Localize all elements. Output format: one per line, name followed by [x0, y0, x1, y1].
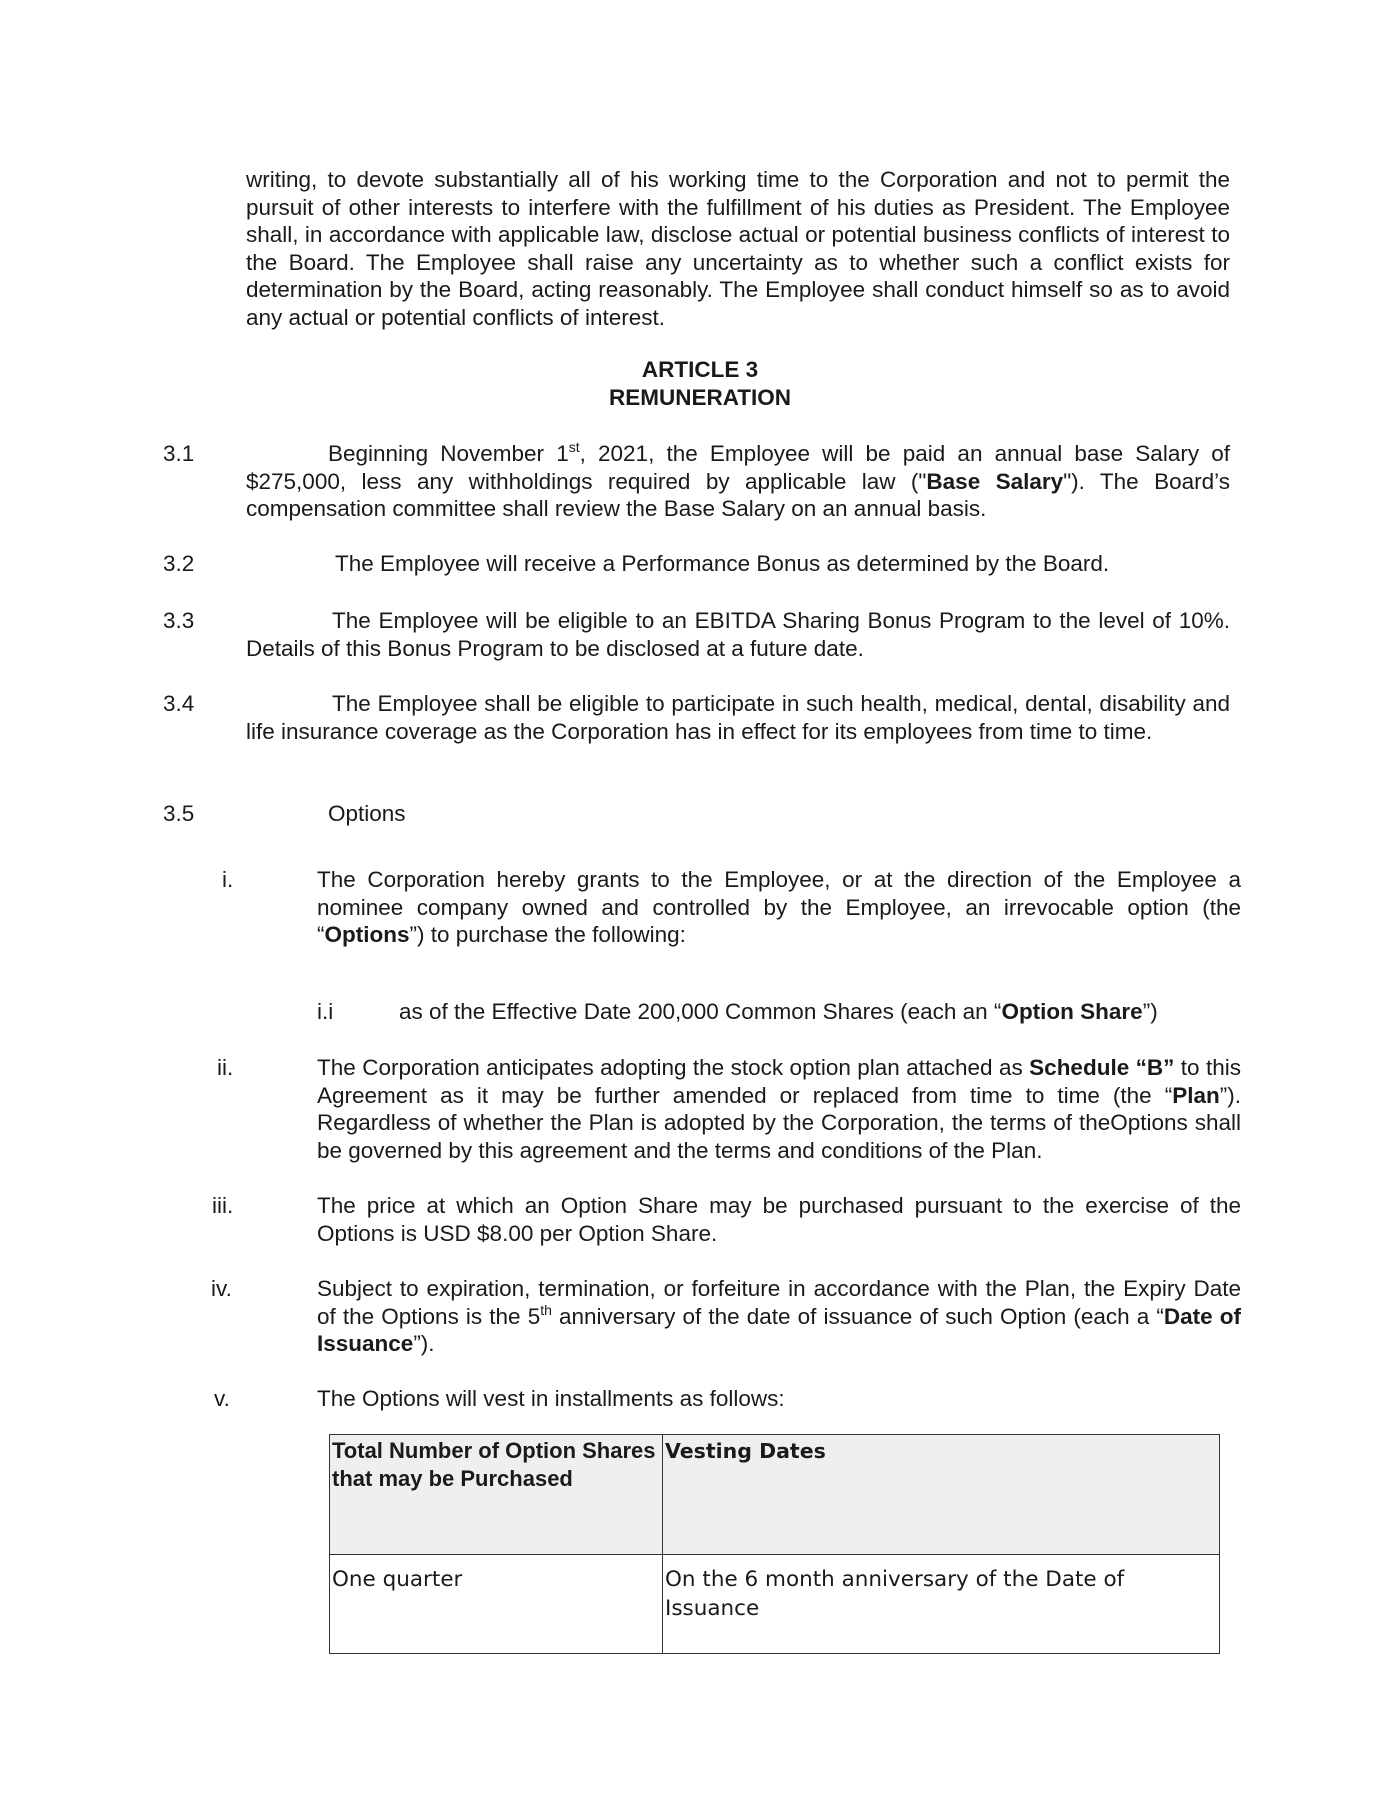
subitem-i-i-text: as of the Effective Date 200,000 Common Shares (each an “Option Share”) — [399, 999, 1158, 1024]
section-3-2-text: The Employee will receive a Performance Bonus as determined by the Board. — [335, 551, 1110, 576]
vesting-table — [329, 1434, 1220, 1654]
schedule-b-reference: Schedule “B” — [1029, 1055, 1175, 1080]
section-3-1-text: Beginning November 1st, 2021, the Employee will be paid an annual base Salary of $275,000, less any withholdings required by applicable law ("Base Salary"). The Board’s compensation committee shall review the Base Salary on an annual basis. — [246, 439, 1231, 521]
item-v-text: The Options will vest in installments as follows: — [317, 1386, 785, 1411]
article-title: REMUNERATION — [608, 385, 792, 410]
item-marker-v: v. — [214, 1386, 230, 1411]
item-iii-text: The price at which an Option Share may be purchased pursuant to the exercise of the Options is USD $8.00 per Option Share. — [317, 1193, 1241, 1246]
defined-term-options: Options — [324, 922, 410, 947]
section-3-5-heading: Options — [328, 801, 406, 826]
table-header-row — [330, 1435, 1220, 1555]
item-ii-text: The Corporation anticipates adopting the stock option plan attached as Schedule “B” to this Agreement as it may be further amended or replaced from time to time (the “Plan”). Regardless of whether the Plan is adopted by the Corporation, the terms of theOptions shall be governed by this agreement and the terms and conditions of the Plan. — [317, 1055, 1241, 1163]
table-cell: One quarter — [330, 1555, 663, 1654]
item-marker-ii: ii. — [217, 1055, 234, 1080]
item-i-text: The Corporation hereby grants to the Employee, or at the direction of the Employee a nominee company owned and controlled by the Employee, an irrevocable option (the “Options”) to purchase the following: — [317, 867, 1241, 947]
table-cell: On the 6 month anniversary of the Date of Issuance — [663, 1555, 1220, 1654]
item-iv-text: Subject to expiration, termination, or forfeiture in accordance with the Plan, the Expiry Date of the Options is the 5th anniversary of the date of issuance of such Option (each a “Date of Issuance”). — [317, 1276, 1241, 1356]
table-row — [330, 1555, 1220, 1654]
defined-term-plan: Plan — [1172, 1082, 1220, 1108]
section-number-3-5: 3.5 — [163, 801, 195, 826]
section-number-3-4: 3.4 — [163, 691, 195, 716]
section-number-3-2: 3.2 — [163, 551, 195, 576]
table-header-cell: Vesting Dates — [663, 1435, 1220, 1555]
section-3-4-text: The Employee shall be eligible to participate in such health, medical, dental, disability and life insurance coverage as the Corporation has in effect for its employees from time to time. — [246, 691, 1230, 744]
table-header-cell: Total Number of Option Shares that may be Purchased — [330, 1435, 663, 1555]
article-number: ARTICLE 3 — [641, 357, 759, 382]
item-marker-i: i. — [222, 867, 234, 892]
intro-paragraph: writing, to devote substantially all of his working time to the Corporation and not to permit the pursuit of other interests to interfere with the fulfillment of his duties as President. The Employee shall, in accordance with applicable law, disclose actual or potential business conflicts of interest to the Board. The Employee shall raise any uncertainty as to whether such a conflict exists for determination by the Board, acting reasonably. The Employee shall conduct himself so as to avoid any actual or potential conflicts of interest. — [246, 167, 1230, 330]
defined-term-option-share: Option Share — [1001, 999, 1143, 1024]
section-3-3-text: The Employee will be eligible to an EBITDA Sharing Bonus Program to the level of 10%. Details of this Bonus Program to be disclosed at a future date. — [246, 608, 1230, 661]
section-number-3-3: 3.3 — [163, 608, 195, 633]
item-marker-iii: iii. — [212, 1193, 234, 1218]
subitem-marker-i-i: i.i — [317, 999, 334, 1024]
item-marker-iv: iv. — [211, 1276, 232, 1301]
section-number-3-1: 3.1 — [163, 441, 195, 466]
defined-term-date-of-issuance: Date of Issuance — [317, 1303, 1241, 1356]
defined-term-base-salary: Base Salary — [926, 468, 1064, 494]
